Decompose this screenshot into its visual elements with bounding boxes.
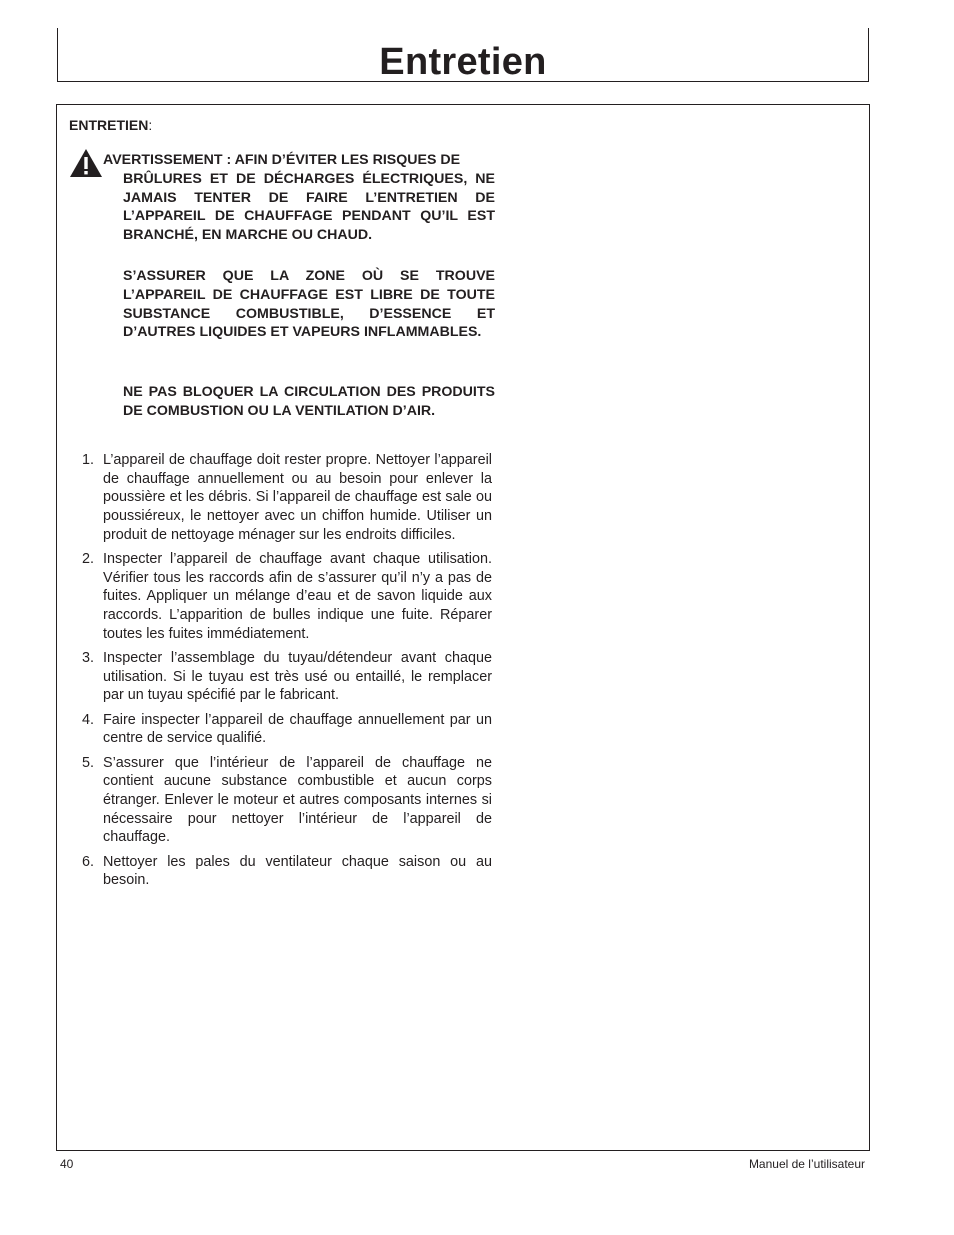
warning-paragraph-3: NE PAS BLOQUER LA CIRCULATION DES PRODUITS DE COMBUSTION OU LA VENTILATION D’AIR. (123, 384, 495, 419)
step-number: 4. (82, 711, 95, 728)
content-box (56, 104, 870, 1151)
step-number: 6. (82, 853, 95, 870)
step-number: 3. (82, 650, 95, 667)
list-item (82, 754, 492, 848)
page-header (57, 28, 869, 82)
list-item (82, 649, 492, 705)
list-item (82, 451, 492, 545)
section-heading-text: ENTRETIEN (69, 117, 149, 133)
maintenance-steps (82, 451, 492, 895)
step-text: Nettoyer les pales du ventilateur chaque saison ou au besoin. (103, 853, 492, 889)
step-text: Inspecter l’appareil de chauffage avant chaque utilisation. Vérifier tous les raccords afin de s’assurer qu’il n’y a pas de fuites. Appliquer un mélange d’eau et de savon liquide aux raccords. L’apparition de bulles indique une fuite. Réparer toutes les fuites immédiatement. (103, 551, 492, 642)
section-heading (69, 115, 152, 135)
warning-triangle-icon (69, 148, 103, 178)
list-item (82, 711, 492, 748)
step-text: L’appareil de chauffage doit rester propre. Nettoyer l’appareil de chauffage annuellement ou au besoin pour enlever la poussière et les débris. Si l’appareil de chauffage est sale ou poussiéreux, le nettoyer avec un chiffon humide. Utiliser un produit de nettoyage ménager sur les endroits difficiles. (103, 452, 492, 543)
manual-name: Manuel de l’utilisateur (748, 1157, 865, 1171)
step-text: S’assurer que l’intérieur de l’appareil de chauffage ne contient aucune substance combustible et aucun corps étranger. Enlever le moteur et autres composants internes si nécessaire pour nettoyer l’intérieur de l’appareil de chauffage. (103, 754, 492, 846)
list-item (82, 853, 492, 890)
list-item (82, 550, 492, 644)
page-number: 40 (60, 1157, 74, 1171)
warning-lead: AVERTISSEMENT : AFIN D’ÉVITER LES RISQUES DE (103, 152, 461, 168)
step-number: 1. (82, 452, 95, 468)
warning-body: BRÛLURES ET DE DÉCHARGES ÉLECTRIQUES, NE JAMAIS TENTER DE FAIRE L’ENTRETIEN DE L’APPAREIL DE CHAUFFAGE PENDANT QU’IL EST BRANCHÉ, EN MARCHE OU CHAUD. (123, 170, 495, 244)
warning-paragraph-2: S’ASSURER QUE LA ZONE OÙ SE TROUVE L’APPAREIL DE CHAUFFAGE EST LIBRE DE TOUTE SUBSTANCE COMBUSTIBLE, D’ESSENCE ET D’AUTRES LIQUIDES ET VAPEURS INFLAMMABLES. (123, 268, 495, 341)
page-title: Entretien (379, 41, 547, 83)
step-number: 5. (82, 754, 95, 771)
step-text: Faire inspecter l’appareil de chauffage annuellement par un centre de service qualifié. (103, 711, 492, 747)
step-text: Inspecter l’assemblage du tuyau/détendeur avant chaque utilisation. Si le tuyau est très usé ou entaillé, le remplacer par un tuyau spécifié par le fabricant. (103, 650, 492, 704)
section-heading-colon: : (148, 117, 153, 133)
warning-paragraph-1 (103, 151, 495, 245)
step-number: 2. (82, 551, 95, 568)
